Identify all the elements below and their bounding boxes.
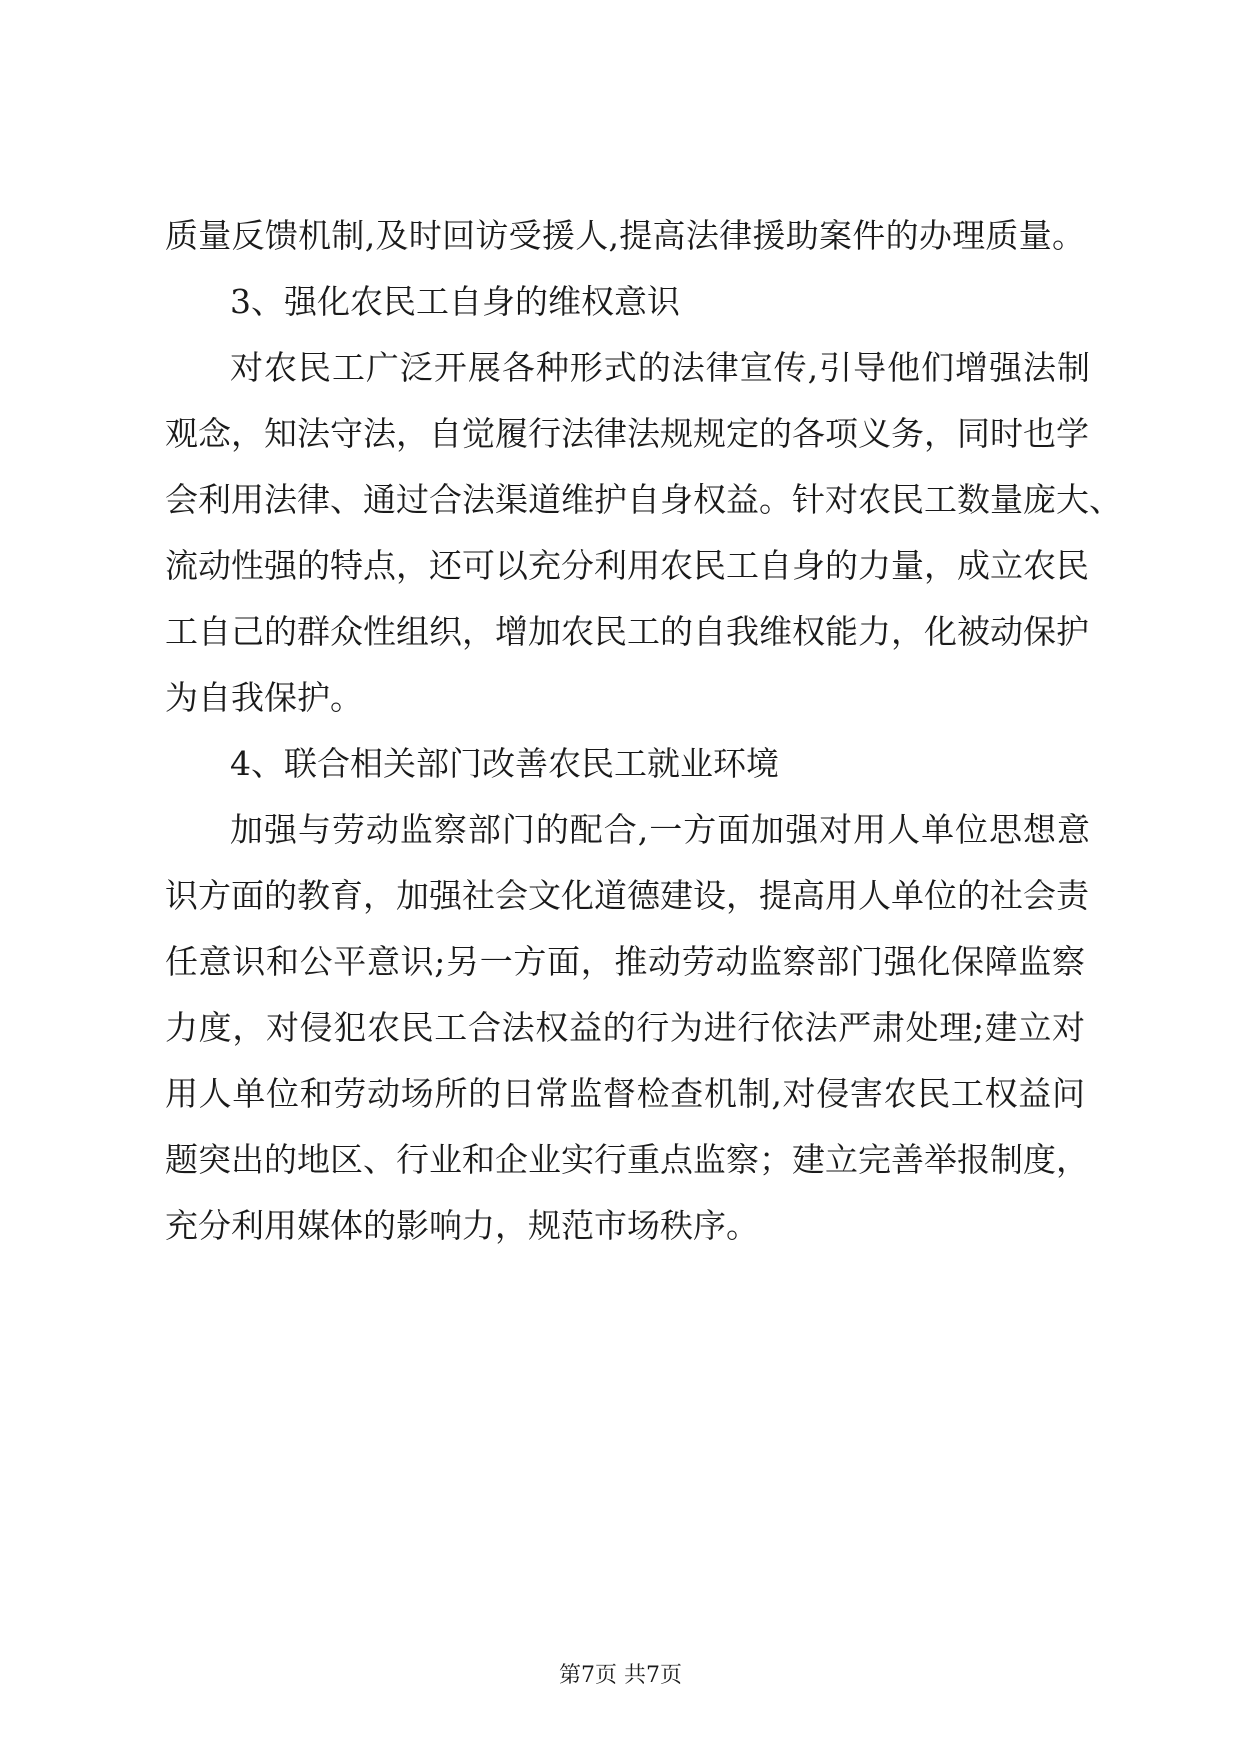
page-number-footer: 第7页 共7页 xyxy=(559,1663,682,1688)
paragraph-line: 工自己的群众性组织，增加农民工的自我维权能力，化被动保护 xyxy=(165,612,1089,651)
paragraph-line: 力度，对侵犯农民工合法权益的行为进行依法严肃处理;建立对 xyxy=(165,1008,1085,1047)
paragraph-line: 流动性强的特点，还可以充分利用农民工自身的力量，成立农民 xyxy=(165,546,1089,585)
paragraph-line: 任意识和公平意识;另一方面，推动劳动监察部门强化保障监察 xyxy=(165,942,1085,981)
paragraph-line: 观念，知法守法，自觉履行法律法规规定的各项义务，同时也学 xyxy=(165,414,1089,453)
section-heading: 4、联合相关部门改善农民工就业环境 xyxy=(230,744,779,783)
paragraph-line: 识方面的教育，加强社会文化道德建设，提高用人单位的社会责 xyxy=(165,876,1089,915)
paragraph-line: 会利用法律、通过合法渠道维护自身权益。针对农民工数量庞大、 xyxy=(165,480,1122,519)
paragraph-line: 用人单位和劳动场所的日常监督检查机制,对侵害农民工权益问 xyxy=(165,1074,1085,1113)
paragraph-line: 质量反馈机制,及时回访受援人,提高法律援助案件的办理质量。 xyxy=(165,216,1085,255)
paragraph-line: 充分利用媒体的影响力，规范市场秩序。 xyxy=(165,1206,759,1245)
paragraph-line: 题突出的地区、行业和企业实行重点监察；建立完善举报制度， xyxy=(165,1140,1089,1179)
paragraph-line: 加强与劳动监察部门的配合,一方面加强对用人单位思想意 xyxy=(230,810,1090,849)
paragraph-line: 对农民工广泛开展各种形式的法律宣传,引导他们增强法制 xyxy=(230,348,1090,387)
paragraph-line: 为自我保护。 xyxy=(165,678,363,717)
section-heading: 3、强化农民工自身的维权意识 xyxy=(230,282,680,321)
